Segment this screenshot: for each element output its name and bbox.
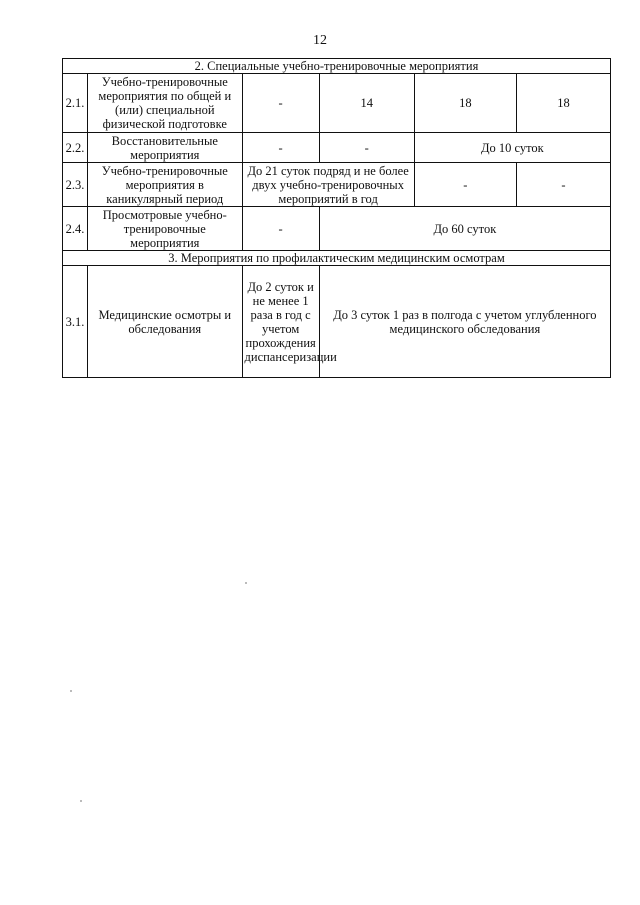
cell-merged: До 10 суток [414,133,610,163]
row-number: 2.2. [63,133,88,163]
row-number: 2.3. [63,163,88,207]
cell-value: - [319,133,414,163]
table-row [63,133,611,163]
table-row [63,163,611,207]
scan-speck [70,690,72,692]
row-title: Медицинские осмотры и обследования [88,266,242,378]
row-number: 2.1. [63,74,88,133]
section-2-header: 2. Специальные учебно-тренировочные мероприятия [63,59,611,74]
row-number: 3.1. [63,266,88,378]
section-3-header: 3. Мероприятия по профилактическим медицинским осмотрам [63,251,611,266]
cell-value: - [242,74,319,133]
scan-speck [245,582,247,584]
cell-value: - [242,207,319,251]
row-title: Учебно-тренировочные мероприятия по общей и (или) специальной физической подготовке [88,74,242,133]
cell-value: До 2 суток и не менее 1 раза в год с учетом прохождения диспансеризации [242,266,319,378]
table-row [63,74,611,133]
row-title: Просмотровые учебно-тренировочные мероприятия [88,207,242,251]
scan-speck [80,800,82,802]
cell-merged: До 60 суток [319,207,610,251]
cell-value: 14 [319,74,414,133]
row-title: Учебно-тренировочные мероприятия в каникулярный период [88,163,242,207]
cell-value: - [517,163,611,207]
row-title: Восстановительные мероприятия [88,133,242,163]
table-row [63,207,611,251]
cell-value: 18 [414,74,516,133]
cell-value: 18 [517,74,611,133]
cell-merged: До 21 суток подряд и не более двух учебно-тренировочных мероприятий в год [242,163,414,207]
cell-value: - [414,163,516,207]
events-table [62,58,611,378]
page-number: 12 [313,33,327,48]
table-row [63,266,611,378]
cell-value: - [242,133,319,163]
row-number: 2.4. [63,207,88,251]
cell-merged: До 3 суток 1 раз в полгода с учетом углубленного медицинского обследования [319,266,610,378]
